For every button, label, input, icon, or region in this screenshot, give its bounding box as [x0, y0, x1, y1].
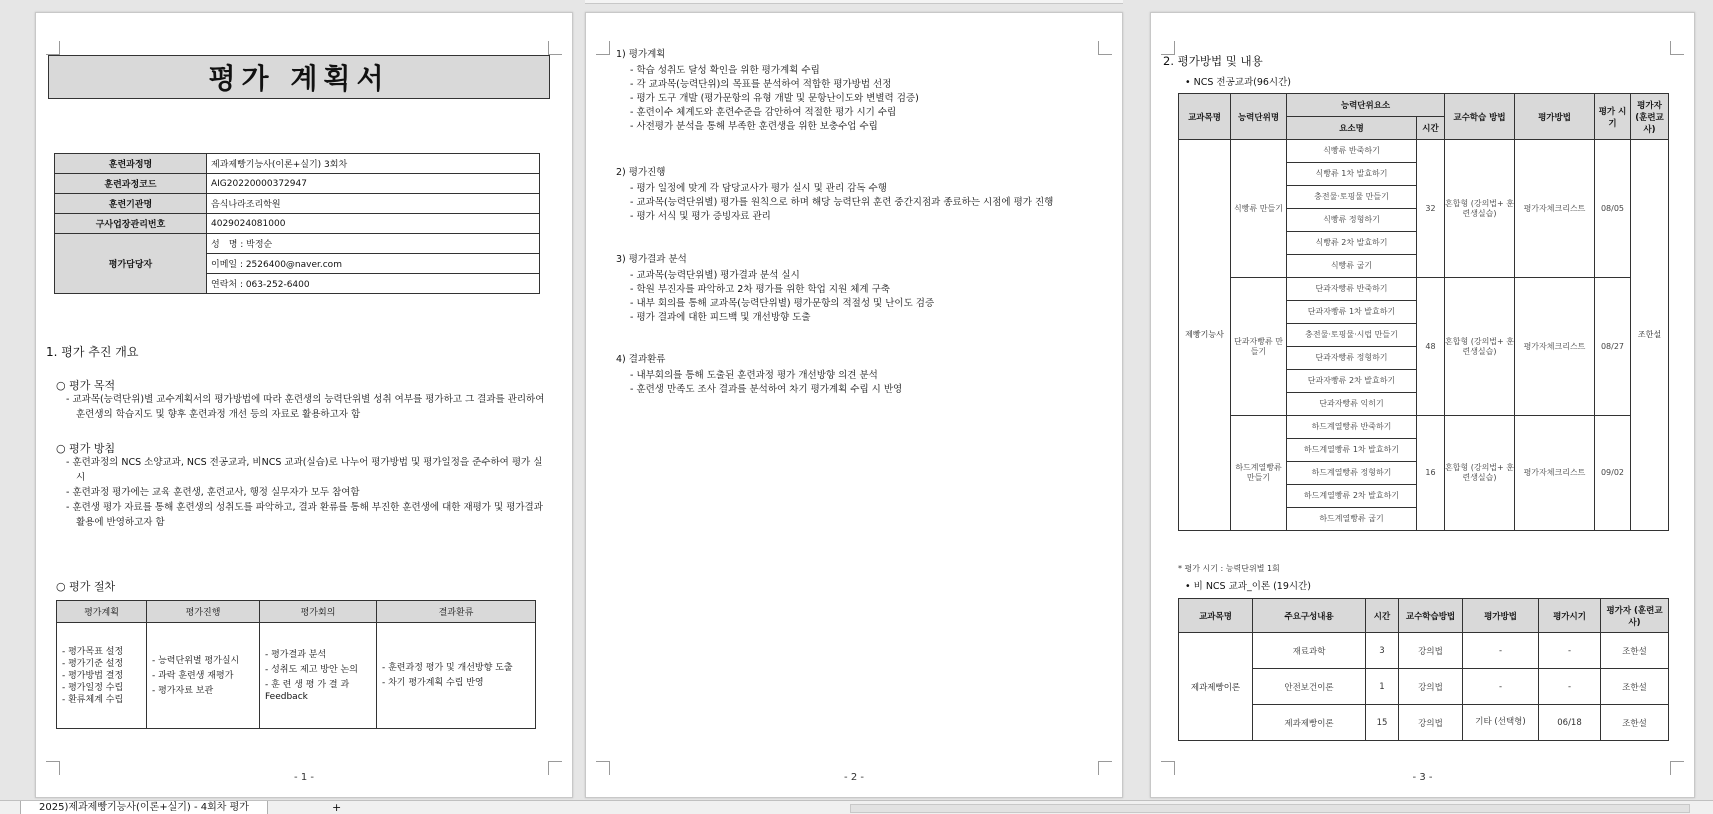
- procedure-header: 평가계획: [57, 601, 147, 623]
- non-ncs-table: [1178, 598, 1669, 741]
- evaluator-email: 이메일 : 2526400@naver.com: [207, 254, 540, 274]
- ncs-hours: 48: [1417, 278, 1445, 416]
- ncs-time: 08/05: [1595, 140, 1631, 278]
- ncs-element: 식빵류 1차 발효하기: [1287, 163, 1417, 186]
- ncs-subtitle: • NCS 전공교과(96시간): [1185, 77, 1291, 88]
- progress-section: [616, 166, 1106, 224]
- purpose-line: - 교과목(능력단위)별 교수계획서의 평가방법에 따라 훈련생의 능력단위별 성취 여부를 평가하고 그 결과를 관리하여 훈련생의 학습지도 및 향후 훈련과정 개선 등의 자료로 활용하고자 함: [66, 394, 545, 420]
- page-1: [35, 12, 573, 798]
- ncs-time: 08/27: [1595, 278, 1631, 416]
- page-number: - 3 -: [1412, 772, 1433, 783]
- ncs-hours: 32: [1417, 140, 1445, 278]
- section-title: 4) 결과환류: [616, 354, 666, 365]
- add-tab-button[interactable]: +: [332, 801, 342, 814]
- non-ncs-evaluator: 조한설: [1601, 633, 1669, 669]
- horizontal-scrollbar[interactable]: [850, 804, 1690, 813]
- page-number: - 2 -: [844, 772, 864, 783]
- non-ncs-time: -: [1539, 669, 1601, 705]
- non-ncs-subject: 제과제빵이론: [1179, 633, 1253, 741]
- section-title: 2) 평가진행: [616, 167, 666, 178]
- non-ncs-header: 교과목명: [1179, 599, 1253, 633]
- ncs-header: 교과목명: [1179, 94, 1231, 140]
- evaluator-label: 평가담당자: [55, 234, 207, 294]
- ncs-hours: 16: [1417, 416, 1445, 531]
- ncs-evaluator: 조한설: [1631, 140, 1669, 531]
- section-item: - 평가 결과에 대한 피드백 및 개선방향 도출: [630, 312, 811, 323]
- ncs-method: 혼합형 (강의법+ 훈련생실습): [1445, 416, 1515, 531]
- ncs-element: 단과자빵류 정형하기: [1287, 347, 1417, 370]
- page-number: - 1 -: [294, 772, 314, 783]
- policy-line: - 훈련과정의 NCS 소양교과, NCS 전공교과, 비NCS 교과(실습)로 나누어 평가방법 및 평가일정을 준수하여 평가 실시: [66, 457, 543, 483]
- procedure-item: - 평가결과 분석: [265, 649, 327, 660]
- ncs-header: 시간: [1417, 117, 1445, 140]
- section-item: - 학원 부진자를 파악하고 2차 평가를 위한 학업 지원 체계 구축: [630, 284, 890, 295]
- non-ncs-time: -: [1539, 633, 1601, 669]
- ncs-eval: 평가자체크리스트: [1515, 140, 1595, 278]
- plan-section: [616, 48, 1106, 134]
- ncs-element: 하드계열빵류 굽기: [1287, 508, 1417, 531]
- info-value: 제과제빵기능사(이론+실기) 3회차: [207, 154, 540, 174]
- procedure-header: 평가진행: [147, 601, 260, 623]
- policy-heading: ○ 평가 방침: [56, 442, 116, 455]
- section-item: - 교과목(능력단위별) 평가를 원칙으로 하며 해당 능력단위 훈련 중간지점과 종료하는 시점에 평가 진행: [630, 197, 1054, 208]
- info-value: 음식나라조리학원: [207, 194, 540, 214]
- non-ncs-header: 주요구성내용: [1253, 599, 1366, 633]
- procedure-item: - 차기 평가계획 수립 반영: [382, 678, 484, 688]
- procedure-item: - 훈 련 생 평 가 결 과 Feedback: [265, 679, 350, 702]
- ncs-element: 단과자빵류 익히기: [1287, 393, 1417, 416]
- section-item: - 평가 일정에 맞게 각 담당교사가 평가 실시 및 관리 감독 수행: [630, 183, 887, 194]
- info-value: 4029024081000: [207, 214, 540, 234]
- non-ncs-eval: -: [1463, 633, 1539, 669]
- ncs-element: 하드계열빵류 1차 발효하기: [1287, 439, 1417, 462]
- ncs-element: 단과자빵류 2차 발효하기: [1287, 370, 1417, 393]
- non-ncs-header: 시간: [1366, 599, 1399, 633]
- course-info-table: [54, 153, 540, 294]
- section-item: - 평가 서식 및 평가 증빙자료 관리: [630, 211, 771, 222]
- ncs-unit-name: 단과자빵류 만들기: [1231, 278, 1287, 416]
- non-ncs-method: 강의법: [1399, 633, 1463, 669]
- analysis-section: [616, 253, 1106, 325]
- procedure-cell: [260, 623, 377, 729]
- non-ncs-header: 평가방법: [1463, 599, 1539, 633]
- non-ncs-eval: 기타 (선택형): [1463, 705, 1539, 741]
- evaluator-phone: 연락처 : 063-252-6400: [207, 274, 540, 294]
- non-ncs-evaluator: 조한설: [1601, 705, 1669, 741]
- non-ncs-subtitle: • 비 NCS 교과_이론 (19시간): [1185, 581, 1311, 592]
- info-label: 구사업장관리번호: [55, 214, 207, 234]
- non-ncs-hours: 3: [1366, 633, 1399, 669]
- section-item: - 훈련생 만족도 조사 결과를 분석하여 차기 평가계획 수립 시 반영: [630, 384, 903, 395]
- ncs-element: 하드계열빵류 반죽하기: [1287, 416, 1417, 439]
- non-ncs-header: 평가자 (훈련교사): [1601, 599, 1669, 633]
- section-item: - 내부회의를 통해 도출된 훈련과정 평가 개선방향 의견 분석: [630, 370, 878, 381]
- purpose-text: [66, 392, 548, 422]
- ruler: [585, 0, 1123, 4]
- procedure-header: 결과환류: [377, 601, 536, 623]
- crop-mark: [596, 41, 610, 55]
- ncs-element: 충전물·토핑물 만들기: [1287, 186, 1417, 209]
- page-3: [1150, 12, 1695, 798]
- non-ncs-header: 교수학습방법: [1399, 599, 1463, 633]
- procedure-table: [56, 600, 536, 729]
- info-value: AIG20220000372947: [207, 174, 540, 194]
- ncs-table: [1178, 93, 1669, 531]
- procedure-item: - 성취도 제고 방안 논의: [265, 664, 358, 675]
- non-ncs-evaluator: 조한설: [1601, 669, 1669, 705]
- procedure-item: - 평가자료 보관: [152, 685, 214, 696]
- ncs-element: 식빵류 반죽하기: [1287, 140, 1417, 163]
- ncs-element: 하드계열빵류 2차 발효하기: [1287, 485, 1417, 508]
- ncs-header: 능력단위명: [1231, 94, 1287, 140]
- ncs-element: 단과자빵류 반죽하기: [1287, 278, 1417, 301]
- ncs-header: 평가 시기: [1595, 94, 1631, 140]
- document-title: 평가 계획서: [48, 55, 550, 99]
- ncs-unit-name: 하드계열빵류 만들기: [1231, 416, 1287, 531]
- document-tab[interactable]: 2025)제과제빵기능사(이론+실기) - 4회차 평가: [20, 801, 268, 814]
- procedure-item: - 평가방법 결정: [62, 670, 124, 681]
- ncs-unit-name: 식빵류 만들기: [1231, 140, 1287, 278]
- ncs-header: 요소명: [1287, 117, 1417, 140]
- procedure-heading: ○ 평가 절차: [56, 580, 116, 593]
- procedure-item: - 평가목표 설정: [62, 646, 124, 657]
- ncs-method: 혼합형 (강의법+ 훈련생실습): [1445, 140, 1515, 278]
- ncs-element: 충전물·토핑물·시럽 만들기: [1287, 324, 1417, 347]
- procedure-item: - 평가기준 설정: [62, 658, 124, 669]
- sheet-tab-bar: [0, 800, 1713, 814]
- ncs-header: 교수학습 방법: [1445, 94, 1515, 140]
- procedure-cell: [147, 623, 260, 729]
- section-item: - 교과목(능력단위별) 평가결과 분석 실시: [630, 270, 800, 281]
- non-ncs-hours: 15: [1366, 705, 1399, 741]
- section-heading: 2. 평가방법 및 내용: [1163, 54, 1263, 68]
- non-ncs-content: 재료과학: [1253, 633, 1366, 669]
- section-title: 3) 평가결과 분석: [616, 254, 687, 265]
- procedure-item: - 평가일정 수립: [62, 682, 124, 693]
- procedure-item: - 훈련과정 평가 및 개선방향 도출: [382, 663, 513, 673]
- info-label: 훈련기관명: [55, 194, 207, 214]
- policy-line: - 훈련과정 평가에는 교육 훈련생, 훈련교사, 행정 실무자가 모두 참여함: [66, 487, 360, 498]
- info-label: 훈련과정명: [55, 154, 207, 174]
- feedback-section: [616, 353, 1106, 397]
- ncs-element: 단과자빵류 1차 발효하기: [1287, 301, 1417, 324]
- section-heading: 1. 평가 추진 개요: [46, 345, 139, 359]
- crop-mark: [548, 41, 562, 55]
- section-item: - 평가 도구 개발 (평가문항의 유형 개발 및 문항난이도와 변별력 검증): [630, 93, 919, 104]
- crop-mark: [46, 41, 60, 55]
- ncs-eval: 평가자체크리스트: [1515, 278, 1595, 416]
- section-item: - 각 교과목(능력단위)의 목표를 분석하여 적합한 평가방법 선정: [630, 79, 892, 90]
- ncs-element: 식빵류 굽기: [1287, 255, 1417, 278]
- non-ncs-eval: -: [1463, 669, 1539, 705]
- ncs-time: 09/02: [1595, 416, 1631, 531]
- evaluator-name: 성 명 : 박정순: [207, 234, 540, 254]
- non-ncs-content: 제과제빵이론: [1253, 705, 1366, 741]
- ncs-header: 평가자 (훈련교사): [1631, 94, 1669, 140]
- procedure-header: 평가회의: [260, 601, 377, 623]
- ncs-header: 평가방법: [1515, 94, 1595, 140]
- procedure-item: - 환류체계 수립: [62, 694, 124, 705]
- section-item: - 사전평가 분석을 통해 부족한 훈련생을 위한 보충수업 수립: [630, 121, 878, 132]
- section-item: - 내부 회의를 통해 교과목(능력단위별) 평가문항의 적절성 및 난이도 검증: [630, 298, 935, 309]
- ncs-element: 식빵류 정형하기: [1287, 209, 1417, 232]
- crop-mark: [1670, 41, 1684, 55]
- page-2: [585, 12, 1123, 798]
- policy-line: - 훈련생 평가 자료를 통해 훈련생의 성취도를 파악하고, 결과 환류를 통해 부진한 훈련생에 대한 재평가 및 평가결과 활용에 반영하고자 함: [66, 502, 543, 528]
- non-ncs-time: 06/18: [1539, 705, 1601, 741]
- procedure-cell: [377, 623, 536, 729]
- section-title: 1) 평가계획: [616, 49, 666, 60]
- procedure-item: - 과락 훈련생 재평가: [152, 670, 234, 681]
- ncs-element: 식빵류 2차 발효하기: [1287, 232, 1417, 255]
- non-ncs-content: 안전보건이론: [1253, 669, 1366, 705]
- section-item: - 학습 성취도 달성 확인을 위한 평가계획 수립: [630, 65, 820, 76]
- ncs-method: 혼합형 (강의법+ 훈련생실습): [1445, 278, 1515, 416]
- non-ncs-method: 강의법: [1399, 669, 1463, 705]
- ncs-eval: 평가자체크리스트: [1515, 416, 1595, 531]
- procedure-item: - 능력단위별 평가실시: [152, 655, 240, 666]
- ncs-subject: 제빵기능사: [1179, 140, 1231, 531]
- section-item: - 훈련이수 체계도와 훈련수준을 감안하여 적절한 평가 시기 수립: [630, 107, 897, 118]
- non-ncs-header: 평가시기: [1539, 599, 1601, 633]
- purpose-heading: ○ 평가 목적: [56, 379, 116, 392]
- non-ncs-hours: 1: [1366, 669, 1399, 705]
- ncs-header: 능력단위요소: [1287, 94, 1445, 117]
- policy-text: [66, 455, 548, 530]
- non-ncs-method: 강의법: [1399, 705, 1463, 741]
- ncs-note: * 평가 시기 : 능력단위별 1회: [1178, 564, 1280, 573]
- info-label: 훈련과정코드: [55, 174, 207, 194]
- ncs-element: 하드계열빵류 정형하기: [1287, 462, 1417, 485]
- procedure-cell: [57, 623, 147, 729]
